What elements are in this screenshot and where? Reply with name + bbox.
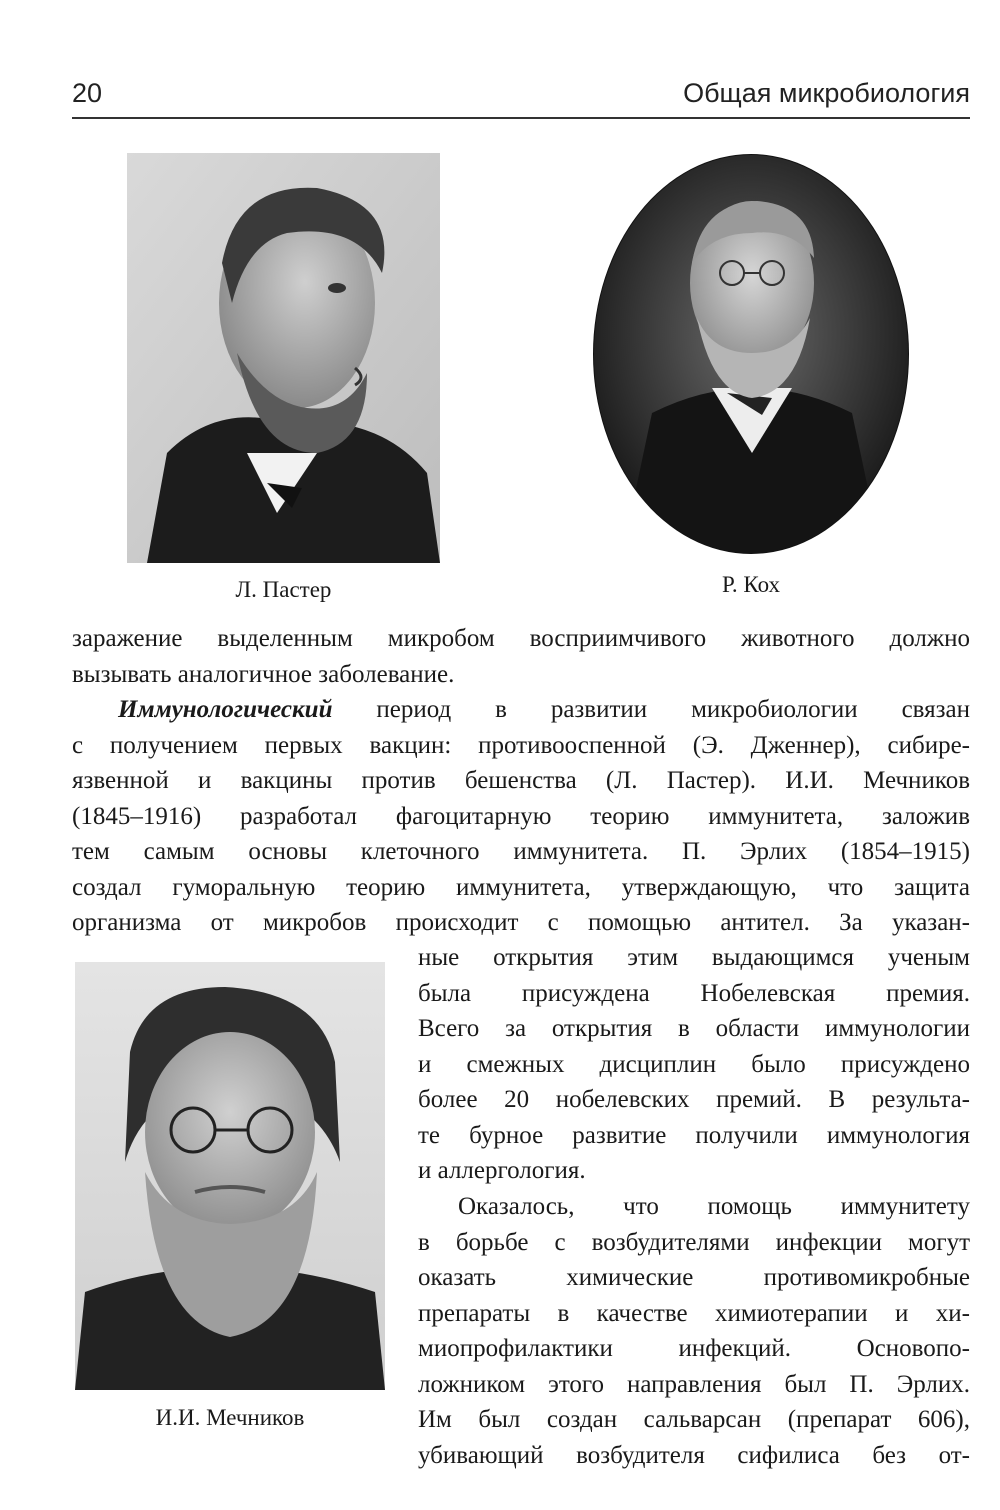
text-line: те бурное развитие получили иммунология bbox=[418, 1121, 970, 1149]
text-line: препараты в качестве химиотерапии и хи- bbox=[418, 1299, 970, 1327]
text-line: в борьбе с возбудителями инфекции могут bbox=[418, 1228, 970, 1256]
paragraph-immunological-wrapped bbox=[418, 940, 970, 1189]
text-line: более 20 нобелевских премий. В результа- bbox=[418, 1086, 970, 1113]
header-rule bbox=[72, 117, 970, 119]
text-line: создал гуморальную теорию иммунитета, утверждающую, что защита bbox=[72, 873, 970, 901]
text-line: с получением первых вакцин: противооспенной (Э. Дженнер), сибире- bbox=[72, 731, 970, 759]
koch-caption: Р. Кох bbox=[721, 572, 781, 597]
text-line: Всего за открытия в области иммунологии bbox=[418, 1015, 970, 1042]
text-line-first bbox=[72, 692, 970, 728]
koch-portrait bbox=[592, 153, 910, 555]
paragraph-continuation bbox=[72, 621, 970, 692]
text-line: убивающий возбудителя сифилиса без от- bbox=[418, 1441, 970, 1469]
text-line: и смежных дисциплин было присуждено bbox=[418, 1050, 970, 1078]
text-line: организма от микробов происходит с помощью антител. За указан- bbox=[72, 909, 970, 936]
text-line: тем самым основы клеточного иммунитета. П. Эрлих (1854–1915) bbox=[72, 838, 970, 865]
term-immunological: Иммунологический bbox=[118, 696, 333, 723]
text-line: заражение выделенным микробом восприимчивого животного должно bbox=[72, 625, 970, 652]
text-line: вызывать аналогичное заболевание. bbox=[72, 660, 455, 688]
text-line: (1845–1916) разработал фагоцитарную теорию иммунитета, заложив bbox=[72, 802, 970, 830]
text-line: ложником этого направления был П. Эрлих. bbox=[418, 1370, 970, 1398]
mechnikov-portrait bbox=[75, 962, 385, 1390]
text-line: миопрофилактики инфекций. Основопо- bbox=[418, 1335, 970, 1362]
page-number: 20 bbox=[72, 78, 103, 108]
text-line: Им был создан сальварсан (препарат 606), bbox=[418, 1406, 970, 1433]
text-line-fragment: период в развитии микробиологии связан bbox=[332, 696, 970, 723]
running-title: Общая микробиология bbox=[683, 78, 970, 108]
pasteur-caption: Л. Пастер bbox=[235, 577, 332, 602]
text-line: ные открытия этим выдающимся ученым bbox=[418, 944, 970, 971]
text-line: была присуждена Нобелевская премия. bbox=[418, 979, 970, 1007]
text-line-first: Оказалось, что помощь иммунитету bbox=[458, 1193, 970, 1220]
mechnikov-caption: И.И. Мечников bbox=[155, 1405, 305, 1430]
text-line: язвенной и вакцины против бешенства (Л. Пастер). И.И. Мечников bbox=[72, 767, 970, 794]
paragraph-immunological bbox=[72, 692, 970, 941]
text-line: оказать химические противомикробные bbox=[418, 1264, 970, 1291]
text-line: и аллергология. bbox=[418, 1157, 586, 1184]
pasteur-portrait bbox=[127, 153, 440, 563]
paragraph-chemotherapy bbox=[418, 1189, 970, 1473]
